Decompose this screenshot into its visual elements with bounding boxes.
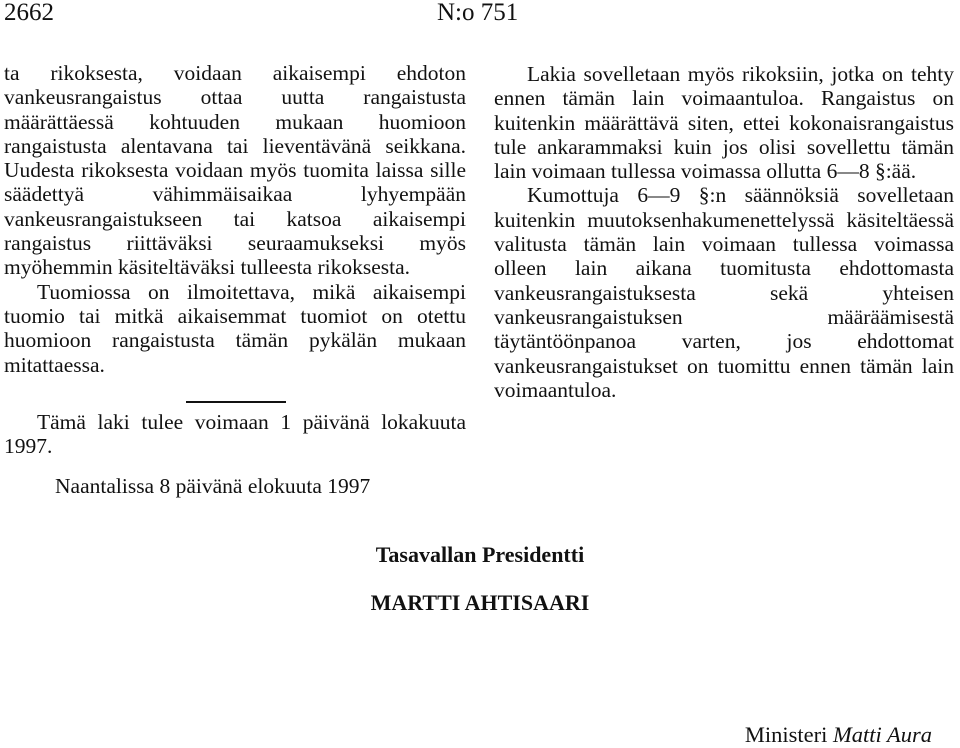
right-column [494, 62, 954, 402]
page-number: 2662 [4, 0, 54, 26]
right-paragraph-2: Kumottuja 6—9 §:n säännöksiä sovelletaan kuitenkin muutoksenhakumenettelyssä käsiteltäessä valitusta tämän lain voimaan tullessa voimassa olleen lain aikana tuomitusta ehdottomasta vankeusrangaistuksesta sekä yhteisen vankeusrangaistuksen määräämisestä täytäntöönpanoa varten, jos ehdottomat vankeusrangaistukset on tuomittu ennen tämän lain voimaantuloa. [494, 183, 954, 402]
left-paragraph-2: Tuomiossa on ilmoitettava, mikä aikaisempi tuomio tai mitkä aikaisemmat tuomiot on otettu huomioon rangaistusta tämän pykälän mukaan mitattaessa. [4, 279, 466, 377]
effective-date-clause [4, 410, 466, 459]
minister-label: Ministeri [744, 722, 828, 747]
president-title: Tasavallan Presidentti [375, 542, 585, 567]
left-paragraph-1: ta rikoksesta, voidaan aikaisempi ehdoton vankeusrangaistus ottaa uutta rangaistusta määrättäessä kohtuuden mukaan huomioon rangaistusta alentavana tai lieventävänä seikkana. Uudesta rikoksesta voidaan myös tuomita laissa sille säädettyä vähimmäisaikaa lyhyempään vankeusrangaistukseen tai katsoa aikaisempi rangaistus riittäväksi seuraamukseksi myös myöhemmin käsiteltäväksi tulleesta rikoksesta. [4, 61, 466, 280]
issue-number: N:o 751 [437, 0, 519, 26]
president-name: MARTTI AHTISAARI [370, 590, 590, 615]
minister-name: Matti Aura [833, 722, 932, 747]
effective-date-text: Tämä laki tulee voimaan 1 päivänä lokakuuta 1997. [4, 410, 466, 459]
left-column [4, 61, 466, 377]
right-paragraph-1: Lakia sovelletaan myös rikoksiin, jotka on tehty ennen tämän lain voimaantuloa. Rangaistus on kuitenkin määrättävä siten, ettei kokonaisrangaistus tule ankarammaksi kuin jos olisi sovellettu tämän lain voimaan tullessa voimassa ollutta 6—8 §:ää. [494, 62, 954, 184]
section-divider [186, 401, 286, 403]
minister-signature [745, 723, 932, 747]
place-and-date: Naantalissa 8 päivänä elokuuta 1997 [55, 474, 371, 498]
